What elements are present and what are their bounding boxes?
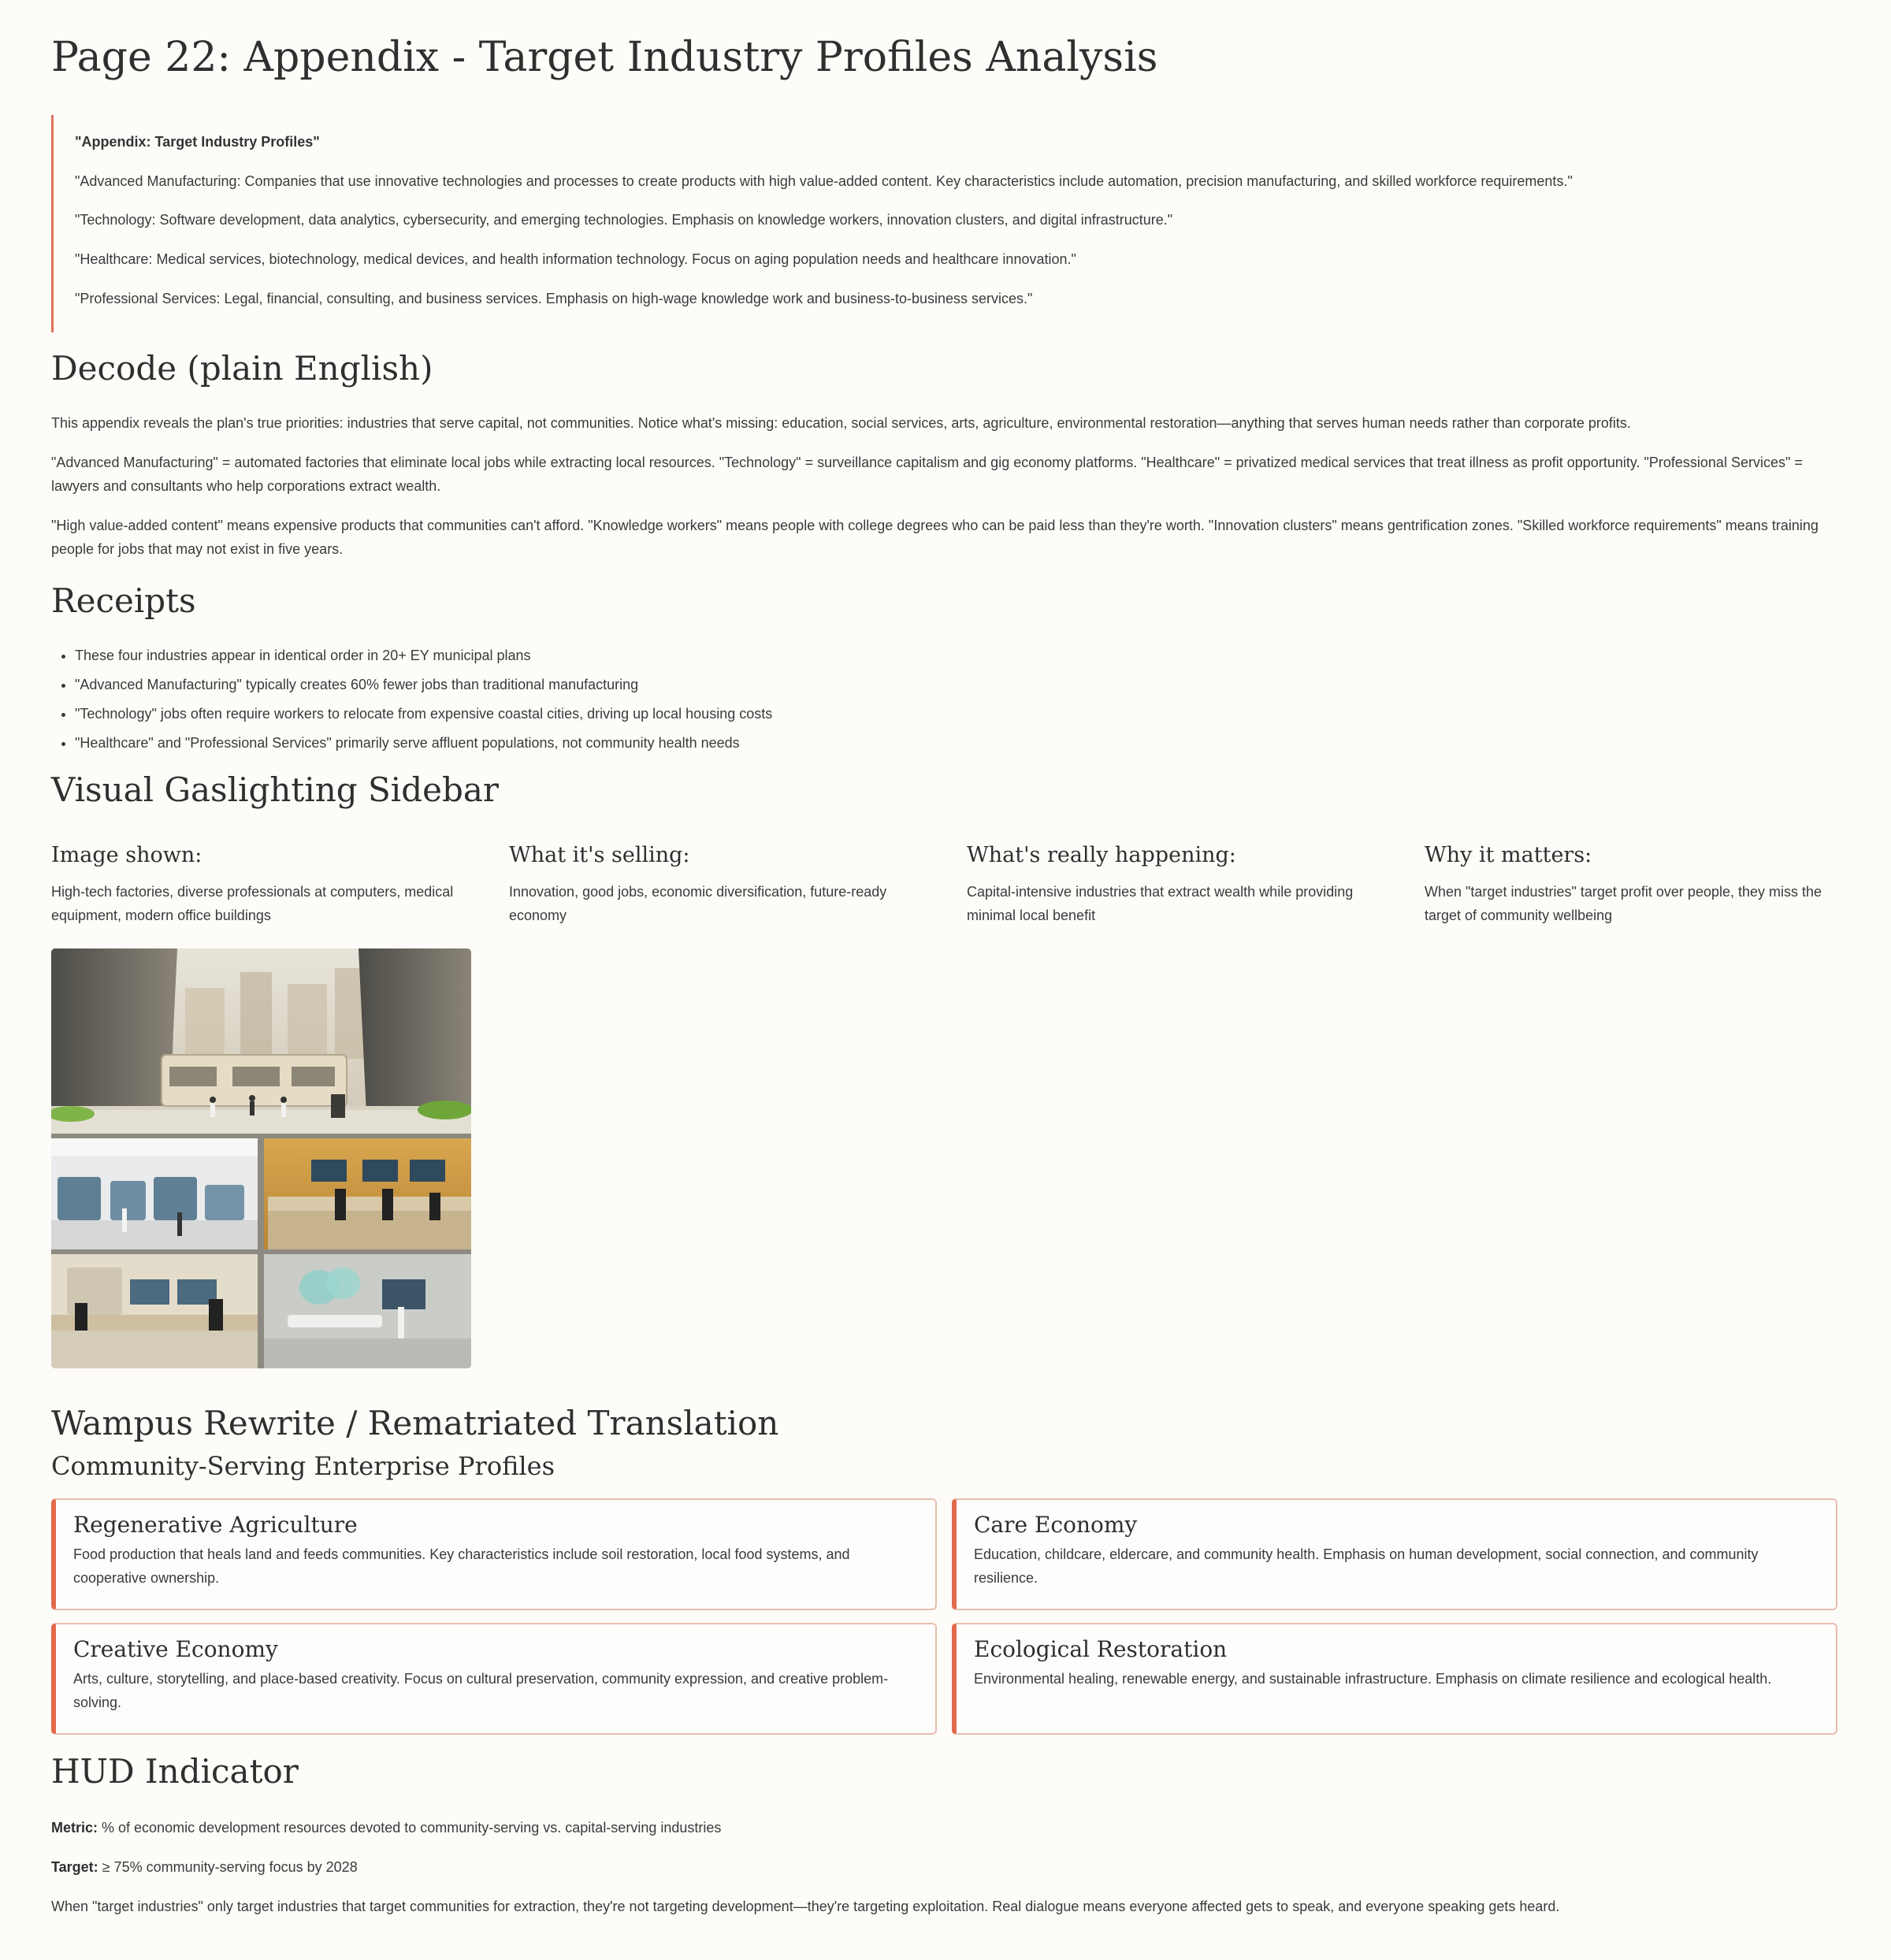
column-title: What it's selling: — [509, 843, 690, 867]
sidebar-column-why — [1425, 841, 1850, 927]
card-title: Regenerative Agriculture — [73, 1512, 358, 1538]
source-quote-paragraph: "Healthcare: Medical services, biotechnology, medical devices, and health information technology. Focus on aging population needs and healthcare innovation." — [75, 251, 1076, 268]
list-item: • "Healthcare" and "Professional Services" primarily serve affluent populations, not community health needs — [75, 729, 772, 758]
hud-metric-text: % of economic development resources devoted to community-serving vs. capital-serving industries — [98, 1820, 722, 1836]
profile-card-creative-economy — [51, 1623, 937, 1735]
card-text: Food production that heals land and feeds communities. Key characteristics include soil restoration, local food systems, and cooperative ownership. — [73, 1546, 850, 1587]
hud-heading: HUD Indicator — [51, 1752, 299, 1791]
hud-target — [51, 1855, 358, 1879]
sidebar-column-happening — [967, 841, 1392, 927]
list-item: • "Advanced Manufacturing" typically creates 60% fewer jobs than traditional manufacturing — [75, 670, 772, 700]
card-text: Environmental healing, renewable energy, and sustainable infrastructure. Emphasis on climate resilience and ecological health. — [974, 1671, 1772, 1687]
list-item: • "Technology" jobs often require workers to relocate from expensive coastal cities, driving up local housing costs — [75, 700, 772, 729]
source-quote-paragraph: "Advanced Manufacturing: Companies that use innovative technologies and processes to create products with high value-added content. Key characteristics include automation, precision manufacturing, and skilled workforce requirements." — [75, 173, 1573, 189]
hud-metric — [51, 1816, 721, 1839]
decode-paragraph: "High value-added content" means expensive products that communities can't afford. "Knowledge workers" means people with college degrees who can be paid less than they're worth. "Innovation clusters" means gentrification zones. "Skilled workforce requirements" means training people for jobs that may not exist in five years. — [51, 518, 1819, 557]
sidebar-column-selling — [509, 841, 934, 927]
hud-closing: When "target industries" only target industries that target communities for extraction, they're not targeting development—they're targeting exploitation. Real dialogue means everyone affected gets to speak, and everyone speaking gets heard. — [51, 1899, 1560, 1914]
collage-illustration — [51, 948, 471, 1368]
column-title: What's really happening: — [967, 843, 1236, 867]
sidebar-heading: Visual Gaslighting Sidebar — [51, 770, 499, 809]
column-text: When "target industries" target profit over people, they miss the target of community wellbeing — [1425, 884, 1822, 924]
source-quote-paragraph: "Technology: Software development, data analytics, cybersecurity, and emerging technologies. Emphasis on knowledge workers, innovation clusters, and digital infrastructure." — [75, 212, 1173, 228]
card-title: Creative Economy — [73, 1636, 278, 1662]
column-title: Image shown: — [51, 843, 202, 867]
profile-card-care-economy — [952, 1498, 1837, 1610]
column-title: Why it matters: — [1425, 843, 1592, 867]
source-quote-paragraph: "Professional Services: Legal, financial, consulting, and business services. Emphasis on high-wage knowledge work and business-to-business services." — [75, 290, 1033, 306]
source-quote-title: "Appendix: Target Industry Profiles" — [75, 134, 320, 150]
decode-heading: Decode (plain English) — [51, 349, 433, 388]
decode-paragraph: This appendix reveals the plan's true priorities: industries that serve capital, not communities. Notice what's missing: education, social services, arts, agriculture, environmental restoration—anything that serves human needs rather than corporate profits. — [51, 415, 1631, 431]
list-item: • These four industries appear in identical order in 20+ EY municipal plans — [75, 641, 772, 670]
rewrite-heading: Wampus Rewrite / Rematriated Translation — [51, 1404, 779, 1442]
column-text: High-tech factories, diverse professionals at computers, medical equipment, modern office buildings — [51, 884, 454, 924]
industry-collage-image — [51, 948, 471, 1368]
card-title: Ecological Restoration — [974, 1636, 1228, 1662]
profile-card-regenerative-agriculture — [51, 1498, 937, 1610]
hud-target-label: Target: — [51, 1859, 98, 1875]
column-text: Innovation, good jobs, economic diversification, future-ready economy — [509, 884, 887, 924]
page-title: Page 22: Appendix - Target Industry Profiles Analysis — [51, 34, 1158, 81]
source-quote — [51, 115, 1840, 332]
receipts-heading: Receipts — [51, 581, 196, 620]
hud-target-text: ≥ 75% community-serving focus by 2028 — [98, 1859, 358, 1875]
card-text: Education, childcare, eldercare, and community health. Emphasis on human development, social connection, and community resilience. — [974, 1546, 1759, 1587]
sidebar-column-image-shown — [51, 841, 477, 927]
decode-paragraph: "Advanced Manufacturing" = automated factories that eliminate local jobs while extracting local resources. "Technology" = surveillance capitalism and gig economy platforms. "Healthcare" = privatized medical services that treat illness as profit opportunity. "Professional Services" = lawyers and consultants who help corporations extract wealth. — [51, 455, 1803, 494]
card-text: Arts, culture, storytelling, and place-based creativity. Focus on cultural preservation, community expression, and creative problem-solving. — [73, 1671, 889, 1711]
column-text: Capital-intensive industries that extract wealth while providing minimal local benefit — [967, 884, 1354, 924]
card-title: Care Economy — [974, 1512, 1138, 1538]
hud-metric-label: Metric: — [51, 1820, 98, 1836]
receipts-list — [75, 641, 772, 758]
rewrite-subheading: Community-Serving Enterprise Profiles — [51, 1451, 555, 1481]
profile-card-ecological-restoration — [952, 1623, 1837, 1735]
